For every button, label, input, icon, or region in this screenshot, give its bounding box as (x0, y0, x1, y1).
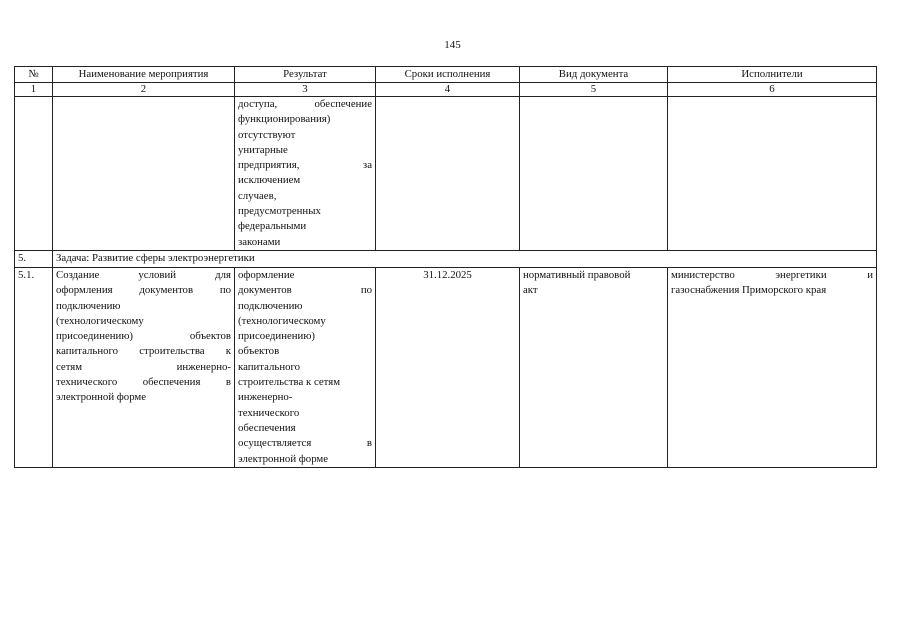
item-name-line: подключению (56, 299, 121, 312)
item-result-line: присоединению) (238, 330, 315, 343)
task-title: Задача: Развитие сферы электроэнергетики (53, 250, 877, 267)
table-header-row (15, 67, 877, 83)
item-executor-line: газоснабжения Приморского края (671, 284, 827, 297)
item-result-line: технического (238, 406, 300, 419)
column-number: 3 (235, 83, 376, 97)
result-line: исключением (238, 174, 301, 187)
item-result-line: подключению (238, 299, 303, 312)
column-number: 1 (15, 83, 53, 97)
item-name-line: электронной форме (56, 391, 147, 404)
column-number: 4 (376, 83, 520, 97)
item-doc-type-cell (520, 267, 668, 467)
item-result-line: объектов (238, 345, 280, 358)
result-line: предприятия, за (238, 159, 372, 172)
result-line: унитарные (238, 143, 288, 156)
item-result-line: обеспечения (238, 421, 296, 434)
item-result-line: оформление (238, 268, 295, 281)
continuation-deadline-cell (376, 97, 520, 251)
item-name-line: присоединению) объектов (56, 330, 231, 343)
header-result: Результат (235, 67, 376, 83)
item-result-line: документов по (238, 284, 372, 297)
item-name-line: (технологическому (56, 314, 144, 327)
item-executors-cell (668, 267, 877, 467)
header-document-type: Вид документа (520, 67, 668, 83)
task-row (15, 250, 877, 267)
continuation-row (15, 97, 877, 251)
header-number: № (15, 67, 53, 83)
item-result-line: капитального (238, 360, 301, 373)
continuation-name-cell (53, 97, 235, 251)
task-number: 5. (15, 250, 53, 267)
item-doc-type-line: акт (523, 284, 538, 297)
result-line: законами (238, 235, 281, 248)
item-executor-line: министерство энергетики и (671, 268, 873, 281)
result-line: функционирования) (238, 113, 331, 126)
item-deadline: 31.12.2025 (376, 267, 520, 467)
column-number: 2 (53, 83, 235, 97)
continuation-result-cell (235, 97, 376, 251)
header-deadline: Сроки исполнения (376, 67, 520, 83)
item-name-line: оформления документов по (56, 284, 231, 297)
item-result-cell (235, 267, 376, 467)
header-activity-name: Наименование мероприятия (53, 67, 235, 83)
result-line: отсутствуют (238, 128, 296, 141)
item-name-line: капитального строительства к (56, 345, 231, 358)
result-line: федеральными (238, 220, 307, 233)
item-number: 5.1. (15, 267, 53, 467)
continuation-executors-cell (668, 97, 877, 251)
item-name-line: Создание условий для (56, 268, 231, 281)
continuation-doc-type-cell (520, 97, 668, 251)
column-number: 6 (668, 83, 877, 97)
item-result-line: осуществляется в (238, 437, 372, 450)
item-name-line: технического обеспечения в (56, 376, 231, 389)
item-doc-type-line: нормативный правовой (523, 268, 631, 281)
column-number-row (15, 83, 877, 97)
header-executors: Исполнители (668, 67, 877, 83)
item-row (15, 267, 877, 467)
item-name-cell (53, 267, 235, 467)
item-result-line: (технологическому (238, 314, 326, 327)
column-number: 5 (520, 83, 668, 97)
item-result-line: инженерно- (238, 391, 293, 404)
result-line: предусмотренных (238, 205, 321, 218)
result-line: случаев, (238, 189, 277, 202)
item-name-line: сетям инженерно- (56, 360, 231, 373)
item-result-line: электронной форме (238, 452, 329, 465)
page-number: 145 (444, 39, 461, 51)
result-line: доступа, обеспечение (238, 98, 372, 110)
item-result-line: строительства к сетям (238, 376, 341, 389)
plan-table (14, 66, 877, 468)
continuation-number-cell (15, 97, 53, 251)
